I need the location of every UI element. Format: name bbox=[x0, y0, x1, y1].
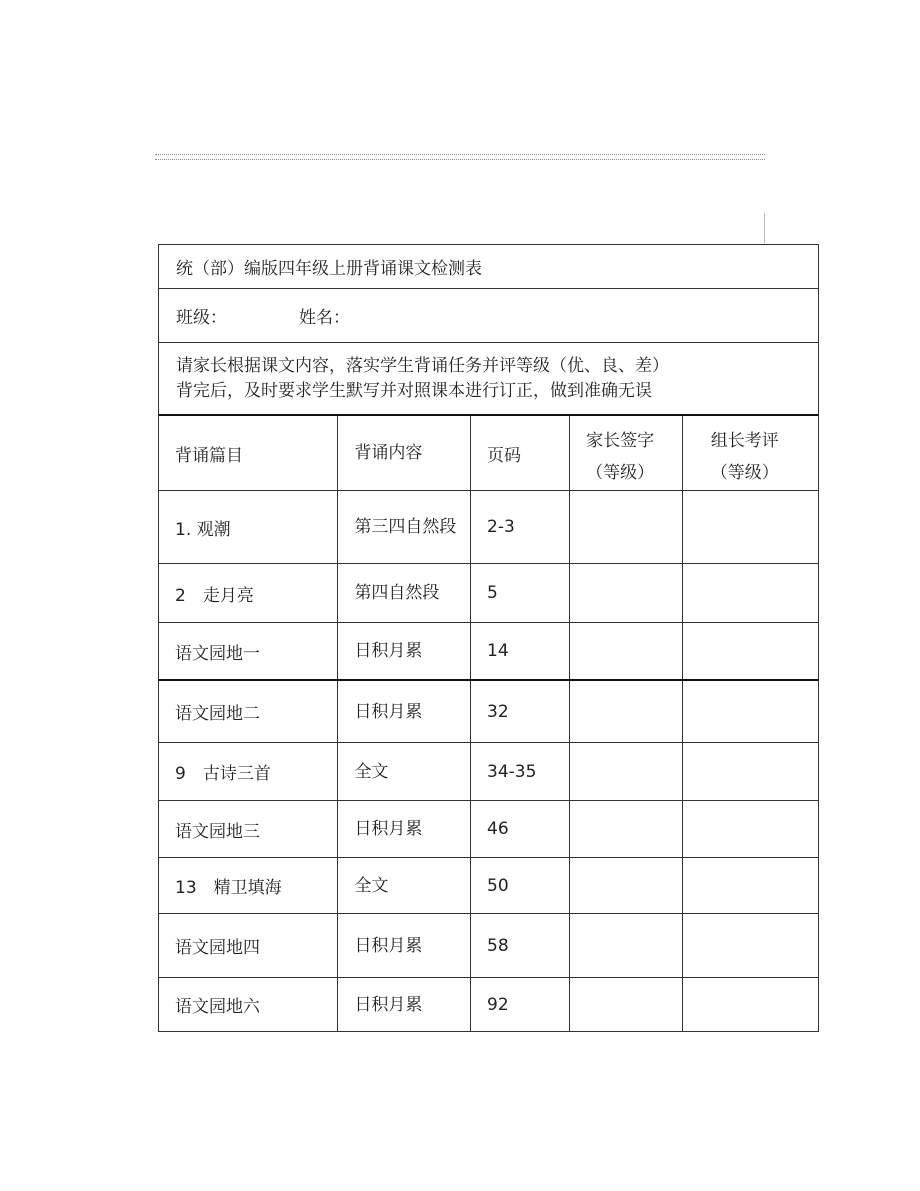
row-page: 32 bbox=[471, 681, 570, 742]
row-content: 第四自然段 bbox=[338, 564, 471, 622]
parent-sign-cell[interactable] bbox=[570, 978, 684, 1031]
recitation-check-table bbox=[158, 244, 819, 1032]
leader-eval-cell[interactable] bbox=[683, 858, 818, 913]
row-page: 46 bbox=[471, 801, 570, 857]
header-parent-sign bbox=[570, 416, 684, 490]
instruction-line: 请家长根据课文内容，落实学生背诵任务并评等级（优、良、差） bbox=[176, 355, 669, 376]
parent-sign-cell[interactable] bbox=[570, 623, 684, 679]
leader-eval-cell[interactable] bbox=[683, 914, 818, 977]
leader-eval-cell[interactable] bbox=[683, 491, 818, 563]
header-parent-sign-line1: 家长签字 bbox=[586, 431, 655, 451]
header-leader-eval bbox=[683, 416, 818, 490]
row-content: 日积月累 bbox=[338, 801, 471, 857]
instructions-row bbox=[158, 342, 819, 414]
header-parent-sign-line2: （等级） bbox=[586, 463, 655, 483]
table-row bbox=[158, 977, 819, 1031]
parent-sign-cell[interactable] bbox=[570, 914, 684, 977]
row-page: 34-35 bbox=[471, 743, 570, 800]
parent-sign-cell[interactable] bbox=[570, 491, 684, 563]
row-title: 9 古诗三首 bbox=[159, 743, 338, 800]
row-content: 日积月累 bbox=[338, 681, 471, 742]
parent-sign-cell[interactable] bbox=[570, 743, 684, 800]
row-page: 2-3 bbox=[471, 491, 570, 563]
header-rule bbox=[155, 154, 765, 160]
row-page: 5 bbox=[471, 564, 570, 622]
name-label: 姓名： bbox=[299, 308, 350, 328]
row-content: 日积月累 bbox=[338, 978, 471, 1031]
table-title-row bbox=[158, 244, 819, 288]
margin-mark bbox=[764, 213, 765, 243]
table-title: 统（部）编版四年级上册背诵课文检测表 bbox=[176, 259, 482, 279]
row-title: 13 精卫填海 bbox=[159, 858, 338, 913]
row-title: 语文园地一 bbox=[159, 623, 338, 679]
instruction-line: 背完后，及时要求学生默写并对照课本进行订正，做到准确无误 bbox=[176, 380, 652, 401]
table-row bbox=[158, 800, 819, 857]
row-title: 语文园地二 bbox=[159, 681, 338, 742]
row-content: 日积月累 bbox=[338, 623, 471, 679]
parent-sign-cell[interactable] bbox=[570, 801, 684, 857]
leader-eval-cell[interactable] bbox=[683, 743, 818, 800]
row-title: 2 走月亮 bbox=[159, 564, 338, 622]
row-title: 语文园地三 bbox=[159, 801, 338, 857]
table-row bbox=[158, 742, 819, 800]
row-content: 第三四自然段 bbox=[338, 491, 471, 563]
table-row bbox=[158, 563, 819, 622]
row-page: 14 bbox=[471, 623, 570, 679]
table-bottom-border bbox=[158, 1031, 819, 1032]
header-leader-eval-line2: （等级） bbox=[710, 463, 779, 483]
row-content: 全文 bbox=[338, 743, 471, 800]
table-row bbox=[158, 679, 819, 742]
leader-eval-cell[interactable] bbox=[683, 623, 818, 679]
leader-eval-cell[interactable] bbox=[683, 801, 818, 857]
header-page: 页码 bbox=[471, 416, 570, 490]
row-content: 日积月累 bbox=[338, 914, 471, 977]
row-title: 1. 观潮 bbox=[159, 491, 338, 563]
table-header-row bbox=[158, 414, 819, 490]
parent-sign-cell[interactable] bbox=[570, 564, 684, 622]
header-leader-eval-line1: 组长考评 bbox=[710, 431, 779, 451]
row-page: 58 bbox=[471, 914, 570, 977]
row-page: 92 bbox=[471, 978, 570, 1031]
table-row bbox=[158, 857, 819, 913]
row-title: 语文园地四 bbox=[159, 914, 338, 977]
table-row bbox=[158, 490, 819, 563]
student-info-row bbox=[158, 288, 819, 342]
table-row bbox=[158, 913, 819, 977]
header-content: 背诵内容 bbox=[338, 416, 471, 490]
header-title: 背诵篇目 bbox=[159, 416, 338, 490]
parent-sign-cell[interactable] bbox=[570, 681, 684, 742]
row-page: 50 bbox=[471, 858, 570, 913]
row-title: 语文园地六 bbox=[159, 978, 338, 1031]
leader-eval-cell[interactable] bbox=[683, 681, 818, 742]
leader-eval-cell[interactable] bbox=[683, 978, 818, 1031]
row-content: 全文 bbox=[338, 858, 471, 913]
leader-eval-cell[interactable] bbox=[683, 564, 818, 622]
class-label: 班级： bbox=[176, 308, 227, 328]
parent-sign-cell[interactable] bbox=[570, 858, 684, 913]
table-row bbox=[158, 622, 819, 679]
